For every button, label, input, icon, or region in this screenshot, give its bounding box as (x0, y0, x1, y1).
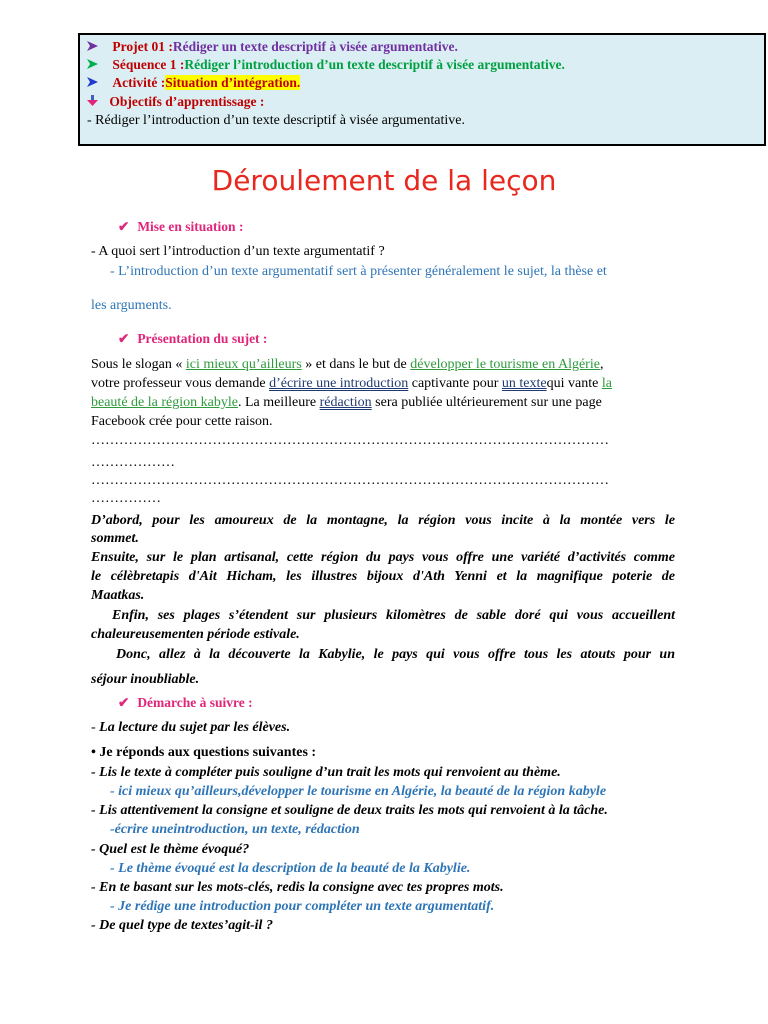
objectifs-label: Objectifs d’apprentissage : (109, 94, 265, 109)
text-line: Enfin, ses plages s’étendent sur plusieurs kilomètres de sable doré qui vous accueillent (112, 608, 675, 623)
text-span: La lecture du sujet par les élèves. (99, 720, 291, 735)
text-line: Donc, allez à la découverte la Kabylie, le pays qui vous offre tous les atouts pour un (116, 647, 675, 662)
projet-text: Rédiger un texte descriptif à visée argumentative. (172, 39, 458, 54)
question-4: - En te basant sur les mots-clés, redis la consigne avec tes propres mots. (91, 880, 504, 895)
keyword-task: rédaction (319, 395, 372, 410)
text-span: sera publiée ultérieurement sur une page (371, 395, 602, 410)
objectif-text: - Rédiger l’introduction d’un texte descriptif à visée argumentative. (87, 113, 466, 128)
text-span: votre professeur vous demande (91, 376, 270, 391)
text-span: » et dans le but de (301, 357, 411, 372)
question-2: - Lis attentivement la consigne et souligne de deux traits les mots qui renvoient à la tâche. (91, 803, 608, 818)
mise-answer-line1: - L’introduction d’un texte argumentatif sert à présenter généralement le sujet, la thèse et (110, 264, 607, 279)
text-span: . La meilleure (237, 395, 320, 410)
sequence-text: Rédiger l’introduction d’un texte descriptif à visée argumentative. (184, 57, 565, 72)
keyword-theme: développer le tourisme en Algérie (410, 357, 600, 372)
section-demarche (118, 695, 253, 711)
answer-1: - ici mieux qu’ailleurs,développer le tourisme en Algérie, la beauté de la région kabyle (110, 784, 607, 799)
demarche-line-1 (91, 720, 290, 736)
text-span: - (91, 720, 100, 735)
text-span: captivante pour (408, 376, 502, 391)
projet-label: Projet 01 : (112, 39, 173, 54)
checkmark-icon: ✔ (118, 219, 130, 234)
dotted-line: ………………………………………………………………………………………………… (91, 433, 609, 448)
sequence-label: Séquence 1 : (112, 57, 185, 72)
keyword-theme: beauté de la région kabyle (91, 395, 238, 410)
section-heading: Démarche à suivre : (137, 695, 253, 710)
question-5: - De quel type de textes’agit-il ? (91, 918, 273, 933)
keyword-theme: la (601, 376, 612, 391)
checkmark-icon: ✔ (118, 695, 130, 710)
page-title: Déroulement de la leçon (211, 164, 557, 197)
presentation-line-2 (91, 376, 612, 392)
checkmark-icon: ✔ (118, 331, 130, 346)
sequence-line (87, 57, 565, 73)
objectives-header-box (78, 33, 766, 146)
dotted-line: ………………………………………………………………………………………………… (91, 473, 609, 488)
activite-text: Situation d’intégration. (165, 75, 301, 90)
text-line: séjour inoubliable. (91, 672, 200, 687)
presentation-line-3 (91, 395, 602, 411)
question-1: - Lis le texte à compléter puis souligne d’un trait les mots qui renvoient au thème. (91, 765, 561, 780)
text-line: sommet. (91, 531, 139, 546)
answer-2: -écrire uneintroduction, un texte, rédaction (110, 822, 360, 837)
dotted-line: ……………… (91, 455, 175, 470)
text-line: Ensuite, sur le plan artisanal, cette région du pays vous offre une variété d’activités comme (91, 550, 675, 565)
section-heading: Mise en situation : (137, 219, 244, 234)
mise-question: - A quoi sert l’introduction d’un texte argumentatif ? (91, 244, 385, 259)
projet-line (87, 39, 458, 55)
question-3: - Quel est le thème évoqué? (91, 842, 250, 857)
objectifs-line (87, 94, 264, 110)
text-line: chaleureusementen période estivale. (91, 627, 300, 642)
arrow-bullet-icon (87, 75, 103, 91)
dotted-line: …………… (91, 491, 161, 506)
text-span: Sous le slogan « (91, 357, 186, 372)
text-span: , (599, 357, 604, 372)
presentation-line-1 (91, 357, 603, 373)
arrow-bullet-icon (87, 39, 103, 55)
presentation-line-4: Facebook crée pour cette raison. (91, 414, 273, 429)
section-heading: Présentation du sujet : (137, 331, 268, 346)
text-line: D’abord, pour les amoureux de la montagne, la région vous incite à la montée vers le (91, 513, 675, 528)
text-line: le célèbretapis d'Ait Hicham, les illustres bijoux d'Ath Yenni et la magnifique poterie de (91, 569, 675, 584)
text-line: Maatkas. (91, 588, 145, 603)
text-span: qui vante (546, 376, 602, 391)
answer-3: - Le thème évoqué est la description de la beauté de la Kabylie. (110, 861, 471, 876)
activite-line (87, 75, 300, 91)
answer-4: - Je rédige une introduction pour compléter un texte argumentatif. (110, 899, 495, 914)
mise-answer-line2: les arguments. (91, 298, 172, 313)
keyword-slogan: ici mieux qu’ailleurs (185, 357, 302, 372)
section-mise-en-situation (118, 219, 243, 235)
keyword-task: un texte (501, 376, 547, 391)
arrow-bullet-icon (87, 57, 103, 73)
demarche-line-2: • Je réponds aux questions suivantes : (91, 745, 317, 760)
section-presentation (118, 331, 267, 347)
keyword-task: d’écrire une introduction (269, 376, 409, 391)
activite-label: Activité : (112, 75, 166, 90)
down-arrow-bullet-icon (87, 94, 103, 110)
